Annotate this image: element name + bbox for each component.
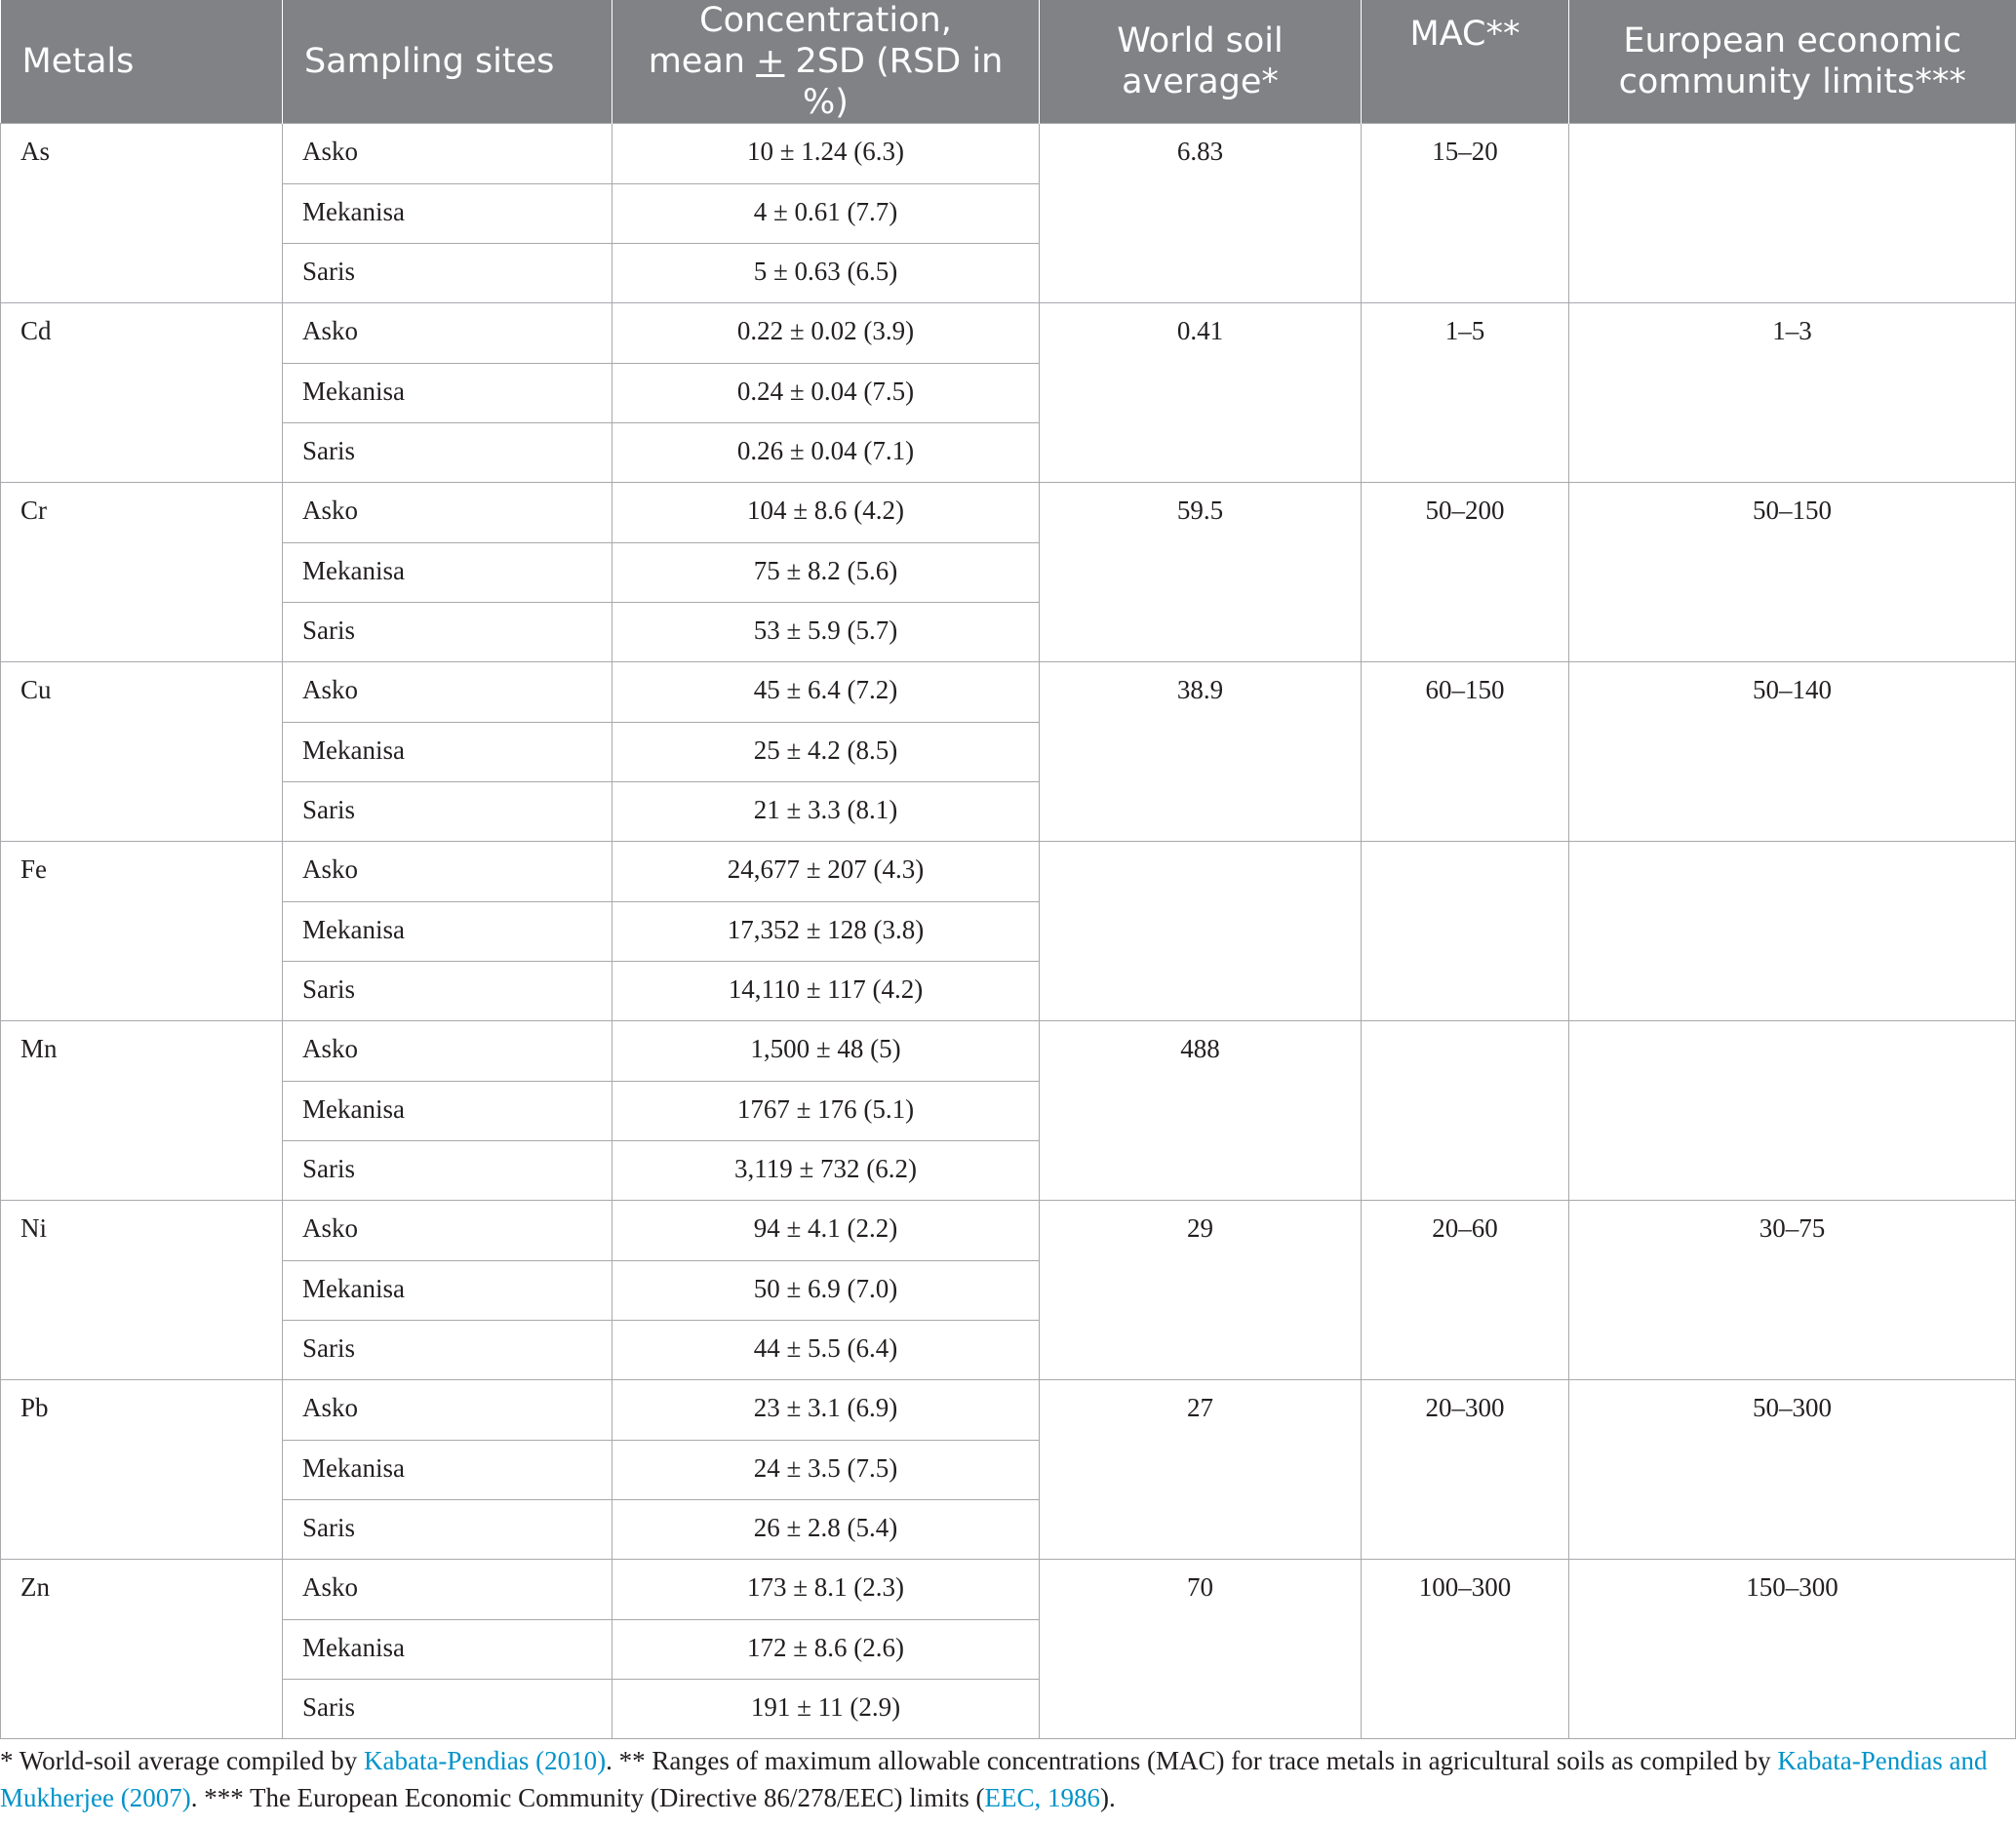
world-soil-average-cell: 29 — [1040, 1201, 1362, 1380]
concentration-cell: 10 ± 1.24 (6.3) — [613, 124, 1040, 184]
table-footnote: * World-soil average compiled by Kabata-Pendias (2010). ** Ranges of maximum allowable concentrations (MAC) for trace metals in agricultural soils as compiled by Kabata-Pendias and Mukherjee (2007). *** The European Economic Community (Directive 86/278/EEC) limits (EEC, 1986). — [0, 1746, 1988, 1812]
sampling-site-cell: Saris — [283, 1680, 613, 1739]
sampling-site-cell: Asko — [283, 1201, 613, 1261]
mac-cell — [1362, 1021, 1569, 1201]
sampling-site-cell: Saris — [283, 1500, 613, 1560]
table-row — [1, 1201, 2016, 1261]
mac-cell: 60–150 — [1362, 662, 1569, 842]
metal-cell: Fe — [1, 842, 283, 1021]
table-row — [1, 1560, 2016, 1620]
concentration-cell: 24,677 ± 207 (4.3) — [613, 842, 1040, 902]
sampling-site-cell: Asko — [283, 1560, 613, 1620]
header-row — [1, 0, 2016, 124]
eec-limit-cell — [1569, 842, 2016, 1021]
sampling-site-cell: Mekanisa — [283, 1082, 613, 1141]
reference-link[interactable]: EEC, 1986 — [984, 1783, 1101, 1812]
sampling-site-cell: Saris — [283, 423, 613, 483]
sampling-site-cell: Saris — [283, 244, 613, 303]
world-soil-average-cell: 27 — [1040, 1380, 1362, 1560]
metal-cell: Cu — [1, 662, 283, 842]
concentration-cell: 1,500 ± 48 (5) — [613, 1021, 1040, 1082]
mac-cell: 100–300 — [1362, 1560, 1569, 1739]
metal-cell: Pb — [1, 1380, 283, 1560]
concentration-cell: 173 ± 8.1 (2.3) — [613, 1560, 1040, 1620]
concentration-cell: 1767 ± 176 (5.1) — [613, 1082, 1040, 1141]
reference-link[interactable]: Kabata-Pendias and Mukherjee (2007) — [0, 1746, 1988, 1812]
sampling-site-cell: Saris — [283, 962, 613, 1021]
concentration-cell: 23 ± 3.1 (6.9) — [613, 1380, 1040, 1441]
world-soil-average-cell: 59.5 — [1040, 483, 1362, 662]
sampling-site-cell: Asko — [283, 1380, 613, 1441]
eec-limit-cell: 30–75 — [1569, 1201, 2016, 1380]
eec-limit-cell: 50–140 — [1569, 662, 2016, 842]
table-row — [1, 124, 2016, 184]
metal-cell: Cr — [1, 483, 283, 662]
mac-cell: 1–5 — [1362, 303, 1569, 483]
mac-cell: 20–60 — [1362, 1201, 1569, 1380]
sampling-site-cell: Mekanisa — [283, 1441, 613, 1500]
table-row — [1, 1021, 2016, 1082]
table-row — [1, 303, 2016, 364]
sampling-site-cell: Asko — [283, 662, 613, 723]
concentration-cell: 17,352 ± 128 (3.8) — [613, 902, 1040, 962]
table-row — [1, 662, 2016, 723]
concentration-cell: 0.22 ± 0.02 (3.9) — [613, 303, 1040, 364]
mac-cell: 50–200 — [1362, 483, 1569, 662]
concentration-cell: 45 ± 6.4 (7.2) — [613, 662, 1040, 723]
eec-limit-cell: 50–300 — [1569, 1380, 2016, 1560]
sampling-site-cell: Asko — [283, 124, 613, 184]
concentration-cell: 25 ± 4.2 (8.5) — [613, 723, 1040, 782]
header-concentration: Concentration, mean + 2SD (RSD in %) — [613, 0, 1040, 124]
eec-limit-cell: 1–3 — [1569, 303, 2016, 483]
table-body — [1, 124, 2016, 1739]
header-mac: MAC** — [1362, 0, 1569, 124]
eec-limit-cell — [1569, 1021, 2016, 1201]
sampling-site-cell: Mekanisa — [283, 543, 613, 603]
sampling-site-cell: Mekanisa — [283, 723, 613, 782]
concentration-cell: 5 ± 0.63 (6.5) — [613, 244, 1040, 303]
header-metals: Metals — [1, 0, 283, 124]
concentration-cell: 94 ± 4.1 (2.2) — [613, 1201, 1040, 1261]
concentration-cell: 53 ± 5.9 (5.7) — [613, 603, 1040, 662]
sampling-site-cell: Mekanisa — [283, 902, 613, 962]
sampling-site-cell: Saris — [283, 1141, 613, 1201]
sampling-site-cell: Mekanisa — [283, 184, 613, 244]
eec-limit-cell — [1569, 124, 2016, 303]
concentration-cell: 4 ± 0.61 (7.7) — [613, 184, 1040, 244]
header-world-soil-average: World soil average* — [1040, 0, 1362, 124]
world-soil-average-cell — [1040, 842, 1362, 1021]
world-soil-average-cell: 488 — [1040, 1021, 1362, 1201]
eec-limit-cell: 150–300 — [1569, 1560, 2016, 1739]
sampling-site-cell: Asko — [283, 1021, 613, 1082]
world-soil-average-cell: 38.9 — [1040, 662, 1362, 842]
reference-link[interactable]: Kabata-Pendias (2010) — [363, 1746, 607, 1775]
concentration-cell: 0.24 ± 0.04 (7.5) — [613, 364, 1040, 423]
concentration-cell: 0.26 ± 0.04 (7.1) — [613, 423, 1040, 483]
concentration-cell: 44 ± 5.5 (6.4) — [613, 1321, 1040, 1380]
concentration-cell: 172 ± 8.6 (2.6) — [613, 1620, 1040, 1680]
concentration-cell: 24 ± 3.5 (7.5) — [613, 1441, 1040, 1500]
concentration-cell: 50 ± 6.9 (7.0) — [613, 1261, 1040, 1321]
table-row — [1, 842, 2016, 902]
world-soil-average-cell: 0.41 — [1040, 303, 1362, 483]
metal-cell: Cd — [1, 303, 283, 483]
sampling-site-cell: Mekanisa — [283, 1620, 613, 1680]
header-sampling-sites: Sampling sites — [283, 0, 613, 124]
concentration-cell: 75 ± 8.2 (5.6) — [613, 543, 1040, 603]
concentration-cell: 26 ± 2.8 (5.4) — [613, 1500, 1040, 1560]
metal-cell: As — [1, 124, 283, 303]
mac-cell: 15–20 — [1362, 124, 1569, 303]
metal-cell: Ni — [1, 1201, 283, 1380]
concentration-cell: 14,110 ± 117 (4.2) — [613, 962, 1040, 1021]
sampling-site-cell: Asko — [283, 303, 613, 364]
concentration-cell: 104 ± 8.6 (4.2) — [613, 483, 1040, 543]
sampling-site-cell: Asko — [283, 483, 613, 543]
sampling-site-cell: Mekanisa — [283, 364, 613, 423]
header-eec-limits: European economic community limits*** — [1569, 0, 2016, 124]
table-row — [1, 1380, 2016, 1441]
mac-cell: 20–300 — [1362, 1380, 1569, 1560]
metal-cell: Zn — [1, 1560, 283, 1739]
world-soil-average-cell: 6.83 — [1040, 124, 1362, 303]
sampling-site-cell: Asko — [283, 842, 613, 902]
concentration-cell: 191 ± 11 (2.9) — [613, 1680, 1040, 1739]
metal-cell: Mn — [1, 1021, 283, 1201]
mac-cell — [1362, 842, 1569, 1021]
sampling-site-cell: Saris — [283, 603, 613, 662]
world-soil-average-cell: 70 — [1040, 1560, 1362, 1739]
concentration-cell: 3,119 ± 732 (6.2) — [613, 1141, 1040, 1201]
sampling-site-cell: Saris — [283, 782, 613, 842]
concentration-cell: 21 ± 3.3 (8.1) — [613, 782, 1040, 842]
table-row — [1, 483, 2016, 543]
eec-limit-cell: 50–150 — [1569, 483, 2016, 662]
sampling-site-cell: Saris — [283, 1321, 613, 1380]
sampling-site-cell: Mekanisa — [283, 1261, 613, 1321]
